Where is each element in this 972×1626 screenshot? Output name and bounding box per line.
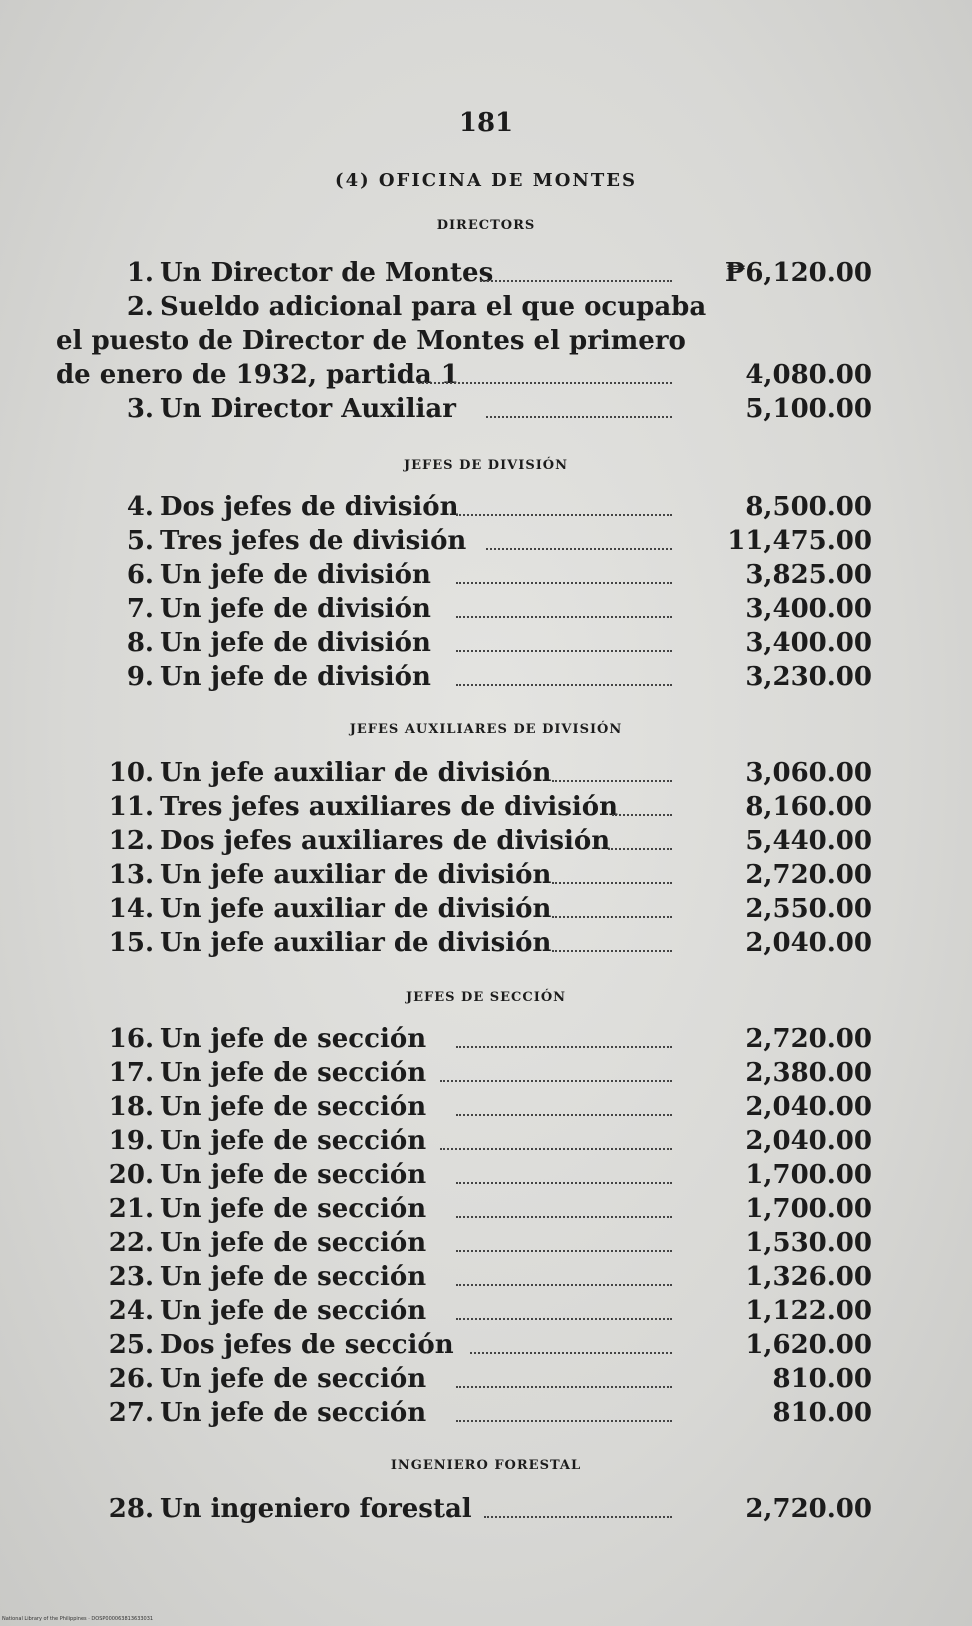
item-amount: 3,825.00 [745, 560, 872, 590]
item-amount: 4,080.00 [745, 360, 872, 390]
item-number: 8. [126, 628, 154, 658]
item-number: 21. [108, 1194, 154, 1224]
item-number: 23. [108, 1262, 154, 1292]
item-description: Dos jefes auxiliares de división [160, 826, 611, 856]
dot-leader [440, 1148, 672, 1150]
dot-leader [486, 416, 672, 418]
heading-jefes-auxiliares: JEFES AUXILIARES DE DIVISIÓN [349, 722, 623, 737]
dot-leader [456, 1216, 672, 1218]
budget-row-continued [0, 358, 972, 392]
budget-row [0, 1260, 972, 1294]
budget-row [0, 1158, 972, 1192]
dot-leader [456, 1250, 672, 1252]
item-number: 24. [108, 1296, 154, 1326]
item-description: Dos jefes de sección [160, 1330, 454, 1360]
budget-row [0, 1396, 972, 1430]
item-description: Un jefe de sección [160, 1296, 427, 1326]
item-description: Un jefe de división [160, 662, 431, 692]
budget-row [0, 1090, 972, 1124]
item-description: Un Director Auxiliar [160, 394, 456, 424]
item-number: 16. [108, 1024, 154, 1054]
item-number: 18. [108, 1092, 154, 1122]
budget-row [0, 524, 972, 558]
dot-leader [552, 780, 672, 782]
dot-leader [456, 1386, 672, 1388]
budget-row [0, 490, 972, 524]
item-amount: 5,100.00 [745, 394, 872, 424]
item-number: 28. [108, 1494, 154, 1524]
item-number: 2. [126, 292, 154, 322]
item-amount: 5,440.00 [745, 826, 872, 856]
item-number: 22. [108, 1228, 154, 1258]
item-number: 6. [126, 560, 154, 590]
budget-row [0, 892, 972, 926]
budget-row [0, 392, 972, 426]
dot-leader [456, 650, 672, 652]
heading-directors: DIRECTORS [436, 218, 536, 233]
budget-row [0, 1362, 972, 1396]
budget-row [0, 558, 972, 592]
item-number: 4. [126, 492, 154, 522]
item-amount: 2,040.00 [745, 1092, 872, 1122]
item-description: Un jefe de sección [160, 1228, 427, 1258]
dot-leader [456, 1046, 672, 1048]
dot-leader [456, 684, 672, 686]
item-number: 14. [108, 894, 154, 924]
item-number: 7. [126, 594, 154, 624]
item-number: 12. [108, 826, 154, 856]
dot-leader [612, 814, 672, 816]
dot-leader [456, 1420, 672, 1422]
budget-row [0, 858, 972, 892]
item-amount: ₱6,120.00 [724, 258, 872, 288]
item-description: Un Director de Montes [160, 258, 494, 288]
page-number: 181 [458, 108, 514, 138]
item-amount: 1,700.00 [745, 1160, 872, 1190]
item-description: Un jefe auxiliar de división [160, 758, 552, 788]
item-amount: 2,720.00 [745, 1024, 872, 1054]
item-amount: 1,620.00 [745, 1330, 872, 1360]
dot-leader [456, 1182, 672, 1184]
budget-row [0, 1192, 972, 1226]
item-amount: 8,160.00 [745, 792, 872, 822]
item-description: Un jefe auxiliar de división [160, 894, 552, 924]
dot-leader [552, 882, 672, 884]
dot-leader [456, 1318, 672, 1320]
dot-leader [456, 1114, 672, 1116]
item-description: Un jefe de sección [160, 1364, 427, 1394]
item-description: Un jefe de sección [160, 1126, 427, 1156]
item-amount: 2,040.00 [745, 1126, 872, 1156]
item-amount: 1,530.00 [745, 1228, 872, 1258]
budget-row [0, 1124, 972, 1158]
heading-jefes-division: JEFES DE DIVISIÓN [403, 458, 569, 473]
budget-row [0, 1022, 972, 1056]
item-description: Un ingeniero forestal [160, 1494, 472, 1524]
item-description: Tres jefes auxiliares de división [160, 792, 618, 822]
item-number: 11. [108, 792, 154, 822]
dot-leader [486, 548, 672, 550]
item-description: Un jefe auxiliar de división [160, 860, 552, 890]
item-number: 17. [108, 1058, 154, 1088]
dot-leader [456, 616, 672, 618]
item-amount: 3,060.00 [745, 758, 872, 788]
item-amount: 8,500.00 [745, 492, 872, 522]
item-number: 5. [126, 526, 154, 556]
item-description: Sueldo adicional para el que ocupaba [160, 292, 707, 322]
dot-leader [552, 916, 672, 918]
item-number: 13. [108, 860, 154, 890]
item-amount: 2,720.00 [745, 860, 872, 890]
item-description: Un jefe de sección [160, 1262, 427, 1292]
item-description: Un jefe de sección [160, 1092, 427, 1122]
item-amount: 810.00 [772, 1364, 872, 1394]
item-number: 1. [126, 258, 154, 288]
item-number: 9. [126, 662, 154, 692]
item-number: 27. [108, 1398, 154, 1428]
item-amount: 3,400.00 [745, 628, 872, 658]
item-description: Un jefe de sección [160, 1398, 427, 1428]
item-number: 20. [108, 1160, 154, 1190]
item-amount: 2,550.00 [745, 894, 872, 924]
item-description-continued: el puesto de Director de Montes el primero [56, 326, 686, 356]
dot-leader [484, 1516, 672, 1518]
item-amount: 2,380.00 [745, 1058, 872, 1088]
item-amount: 3,230.00 [745, 662, 872, 692]
item-amount: 1,326.00 [745, 1262, 872, 1292]
item-description: Un jefe de sección [160, 1058, 427, 1088]
budget-row [0, 790, 972, 824]
dot-leader [456, 514, 672, 516]
budget-row [0, 756, 972, 790]
item-number: 10. [108, 758, 154, 788]
item-description: Dos jefes de división [160, 492, 459, 522]
budget-row [0, 626, 972, 660]
budget-row [0, 1328, 972, 1362]
item-description: Un jefe de sección [160, 1160, 427, 1190]
item-description: Un jefe auxiliar de división [160, 928, 552, 958]
office-title: (4) OFICINA DE MONTES [335, 170, 637, 191]
item-amount: 1,700.00 [745, 1194, 872, 1224]
item-description: Un jefe de división [160, 594, 431, 624]
item-amount: 2,040.00 [745, 928, 872, 958]
item-amount: 11,475.00 [727, 526, 872, 556]
item-amount: 810.00 [772, 1398, 872, 1428]
budget-row [0, 290, 972, 324]
item-number: 15. [108, 928, 154, 958]
item-description: Tres jefes de división [160, 526, 467, 556]
heading-jefes-seccion: JEFES DE SECCIÓN [405, 990, 567, 1005]
budget-row [0, 1294, 972, 1328]
dot-leader [552, 950, 672, 952]
item-number: 3. [126, 394, 154, 424]
dot-leader [440, 1080, 672, 1082]
item-description-continued: de enero de 1932, partida 1 [56, 360, 459, 390]
dot-leader [456, 582, 672, 584]
item-amount: 2,720.00 [745, 1494, 872, 1524]
dot-leader [608, 848, 672, 850]
budget-row [0, 1492, 972, 1526]
budget-row [0, 824, 972, 858]
budget-row [0, 256, 972, 290]
item-description: Un jefe de sección [160, 1024, 427, 1054]
item-number: 26. [108, 1364, 154, 1394]
budget-row [0, 926, 972, 960]
item-amount: 3,400.00 [745, 594, 872, 624]
budget-row [0, 592, 972, 626]
item-description: Un jefe de división [160, 560, 431, 590]
item-number: 19. [108, 1126, 154, 1156]
dot-leader [418, 382, 672, 384]
item-number: 25. [108, 1330, 154, 1360]
item-amount: 1,122.00 [745, 1296, 872, 1326]
budget-row [0, 660, 972, 694]
heading-ingeniero: INGENIERO FORESTAL [390, 1458, 582, 1473]
item-description: Un jefe de sección [160, 1194, 427, 1224]
item-description: Un jefe de división [160, 628, 431, 658]
scan-footer: National Library of the Philippines · DOSP000063813633031 [2, 1616, 154, 1622]
budget-row [0, 1056, 972, 1090]
dot-leader [480, 280, 672, 282]
budget-row [0, 1226, 972, 1260]
dot-leader [470, 1352, 672, 1354]
dot-leader [456, 1284, 672, 1286]
